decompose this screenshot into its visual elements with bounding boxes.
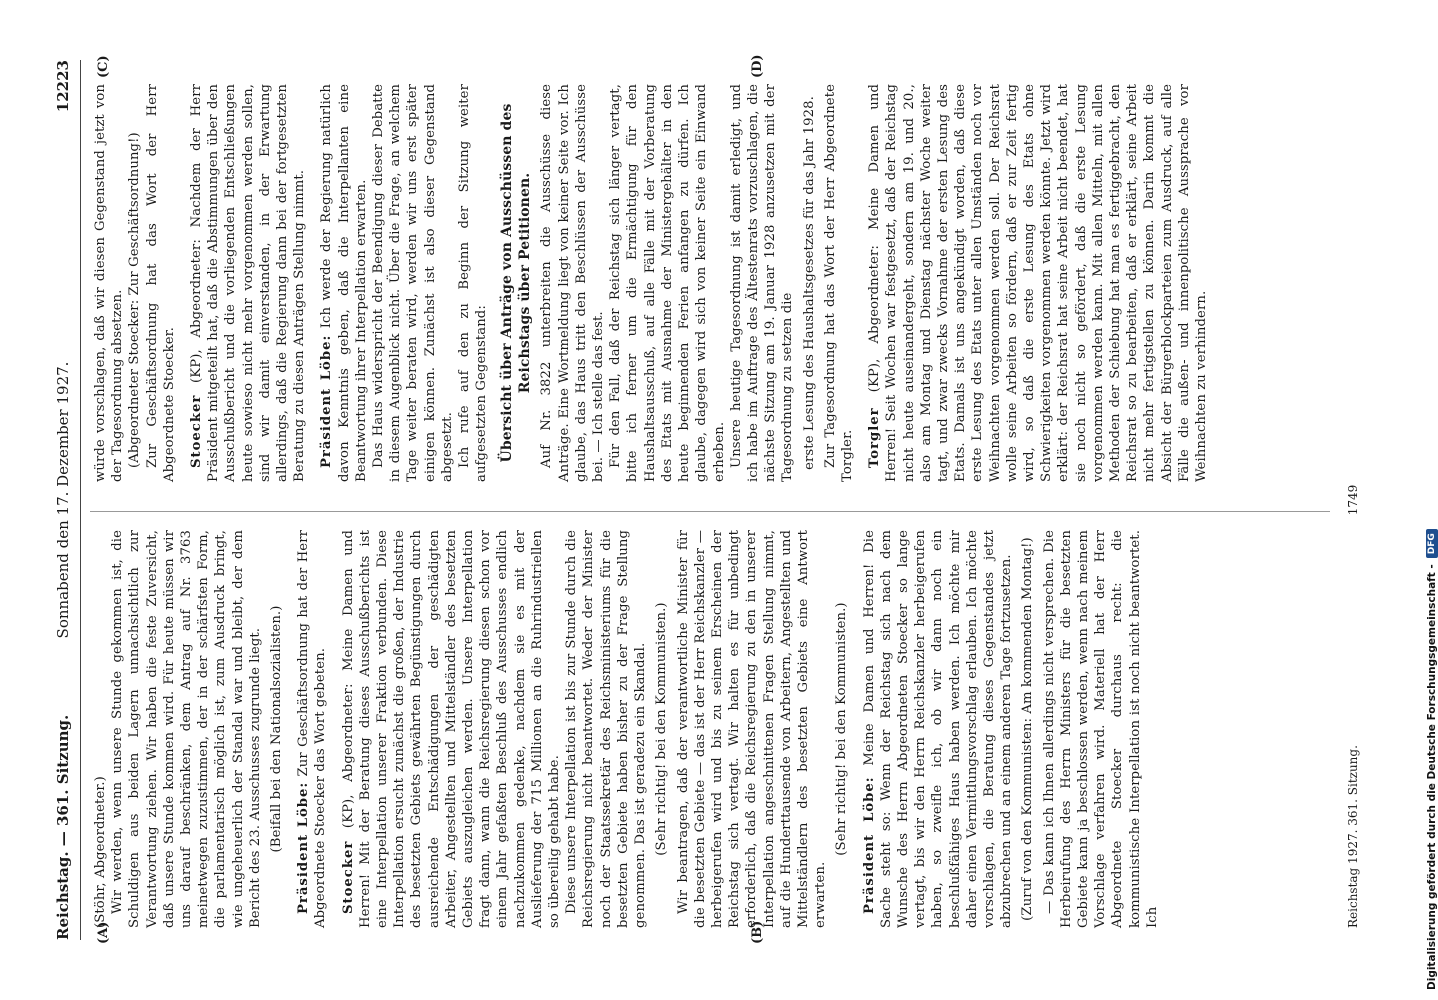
speech-paragraph (866, 84, 1210, 482)
text-paragraph: Wir werden, wenn unsere Stunde gekommen ist, die Schuldigen aus beiden Lagern unnachsichtlich zur Verantwortung ziehen. Wir haben die feste Zuversicht, daß unsere Stunde kommen wird. Für heute müssen wir uns darauf beschränken, dem Antrag auf Nr. 3763 meinetwegen zuzustimmen, der in der schärfsten Form, die parlamentarisch möglich ist, zum Ausdruck bringt, wie ungeheuerlich der Standal war und bleibt, der dem Bericht des 23. Ausschusses zugrunde liegt. (110, 530, 263, 928)
text-paragraph: (Stöhr, Abgeordneter.) (93, 776, 108, 928)
speech-text: Meine Damen und Herren! Die Sache steht so: Wenn der Reichstag sich nach dem Wunsche des Herrn Abgeordneten Stoecker so lange vertagt, bis wir den Herrn Reichskanzler herbeigerufen haben, so zweifle ich, ob wir dann noch ein beschlußfähiges Haus haben werden. Ich möchte mir daher einen Vermittlungsvorschlag erlauben. Ich möchte vorschlagen, die Beratung dieses Gegenstandes jetzt abzubrechen und an einem anderen Tage fortzusetzen. (861, 530, 1015, 928)
text-paragraph: Zur Tagesordnung hat das Wort der Herr Abgeordnete Torgler. (822, 84, 855, 482)
interjection: (Sehr richtig! bei den Kommunisten.) (834, 602, 850, 856)
speaker-name: Stoecker (340, 840, 356, 914)
speech-paragraph (295, 530, 329, 928)
speaker-name: Präsident Löbe: (319, 334, 335, 468)
left-column (92, 530, 1161, 928)
margin-mark-d: (D) (750, 54, 765, 78)
interjection: erste Lesung des Haushaltsgesetzes für das Jahr 1928. (801, 96, 817, 470)
speaker-name: Präsident Löbe: (861, 776, 877, 914)
speech-text: Zur Geschäftsordnung hat der Herr Abgeordnete Stoecker das Wort gebeten. (296, 529, 329, 928)
text-paragraph: Unsere heutige Tagesordnung ist damit erledigt, und ich habe im Auftrage des Ältestenrats vorzuschlagen, die nächste Sitzung am 19. Januar 1928 anzusetzen mit der Tagesordnung zu setzen die (728, 84, 796, 482)
margin-mark-a: (A) (96, 921, 111, 944)
text-paragraph: (Abgeordneter Stoecker: Zur Geschäftsordnung!) (127, 132, 143, 468)
text-paragraph: Zur Geschäftsordnung hat das Wort der Herr Abgeordnete Stoecker. (144, 84, 177, 482)
section-heading: Übersicht über Anträge von Ausschüssen des Reichstags über Petitionen. (499, 103, 534, 463)
text-paragraph: Für den Fall, daß der Reichstag sich länger vertagt, bitte ich ferner um die Ermächtigung für den Haushaltsausschuß, auf alle Fälle mit der Vorberatung des Etats mit Ausnahme der Ministergehälter in den heute beginnenden Ferien anfangen zu dürfen. Ich glaube, dagegen wird sich von keiner Seite ein Einwand erheben. (608, 84, 727, 482)
header-date: Sonnabend den 17. Dezember 1927. (54, 361, 72, 639)
speaker-name: Stoecker (189, 394, 205, 468)
speaker-name: Torgler (867, 407, 883, 468)
speech-paragraph (318, 84, 370, 482)
speech-text: (KP), Abgeordneter: Meine Damen und Herren! Seit Wochen war festgesetzt, daß der Reichstag nicht heute auseinandergeht, sondern am 19. und 20., also am Montag und Dienstag nächster Woche weiter tagt, und zwar zwecks Vornahme der ersten Lesung des Etats. Damals ist uns angekündigt worden, daß diese erste Lesung des Etats unter allen Umständen noch vor Weihnachten vorgenommen werden soll. Der Reichsrat wolle seine Arbeiten so fördern, daß er zur Zeit fertig wird, so daß die erste Lesung des Etats ohne Schwierigkeiten vorgenommen werden könnte. Jetzt wird erklärt: der Reichsrat hat seine Arbeit nicht beendet, hat sie noch nicht so gefördert, daß die erste Lesung vorgenommen werden kann. Mit allen Mitteln, mit allen Methoden der Schiebung hat man es fertiggebracht, den Reichsrat so zu bearbeiten, daß er erklärt, seine Arbeit nicht mehr fertigstellen zu können. Darin kommt die Absicht der Bürgerblockparteien zum Ausdruck, auf alle Fälle die außen- und innenpolitische Aussprache vor Weihnachten zu verhindern. (867, 84, 1209, 482)
text-paragraph: Ich rufe auf den zu Beginn der Sitzung weiter aufgesetzten Gegenstand: (457, 84, 490, 482)
column-divider (90, 511, 1330, 512)
speech-paragraph (340, 530, 564, 928)
header-page-number: 12223 (54, 60, 72, 113)
credit-text: Digitalisierung gefördert durch die Deutsche Forschungsgemeinschaft - (1426, 564, 1438, 990)
speech-text: (KP), Abgeordneter: Nachdem der Herr Präsident mitgeteilt hat, daß die Abstimmungen über den Ausschußbericht und die vorliegenden Entschließungen heute sowieso nicht mehr vorgenommen werden sollen, sind wir damit einverstanden, in der Erwartung allerdings, daß die Regierung dann bei der fortgesetzten Beratung zu diesen Anträgen Stellung nimmt. (189, 84, 308, 482)
interjection: (Zuruf von den Kommunisten: Am kommenden Montag!) (1020, 537, 1036, 921)
text-paragraph: Das Haus widerspricht der Beendigung dieser Debatte in diesem Augenblick nicht. Über die Frage, an welchem Tage weiter beraten wird, werden wir uns erst später einigen können. Zunächst ist also dieser Gegenstand abgesetzt. (371, 84, 455, 482)
text-paragraph: Wir beantragen, daß der verantwortliche Minister für die besetzten Gebiete — das ist der Herr Reichskanzler — herbeigerufen wird und bis zu seinem Erscheinen der Reichstag sich vertagt. Wir halten es für unbedingt erforderlich, daß die Reichsregierung zu den in unserer Interpellation angeschnittenen Fragen Stellung nimmt, auf die Hunderttausende von Arbeitern, Angestellten und Mittelständlern des besetzten Gebiets eine Antwort erwarten. (675, 530, 829, 928)
digitization-credit (1426, 529, 1438, 990)
document-page (50, 54, 1370, 944)
speaker-name: Präsident Löbe: (296, 781, 312, 914)
interjection: (Beifall bei den Nationalsozialisten.) (269, 605, 285, 853)
interjection: (Sehr richtig! bei den Kommunisten.) (654, 602, 670, 856)
right-column (92, 84, 1210, 482)
text-paragraph: Diese unsere Interpellation ist bis zur Stunde durch die Reichsregierung nicht beantwortet. Weder der Minister noch der Staatssekretär des Reichsministeriums für die besetzten Gebiete haben bisher zu der Frage Stellung genommen. Das ist geradezu ein Skandal. (564, 530, 649, 928)
speech-paragraph (188, 84, 308, 482)
margin-mark-b: (B) (750, 920, 765, 944)
header-left: Reichstag. — 361. Sitzung. (54, 714, 72, 940)
text-paragraph: Auf Nr. 3822 unterbreiten die Ausschüsse diese Anträge. Eine Wortmeldung liegt von keiner Seite vor. Ich glaube, das Haus tritt den Beschlüssen der Ausschüsse bei. — Ich stelle das fest. (539, 84, 607, 482)
speech-text: Ich werde der Regierung natürlich davon Kenntnis geben, daß die Interpellanten eine Beantwortung ihrer Interpellation erwarten. (319, 84, 369, 482)
dfg-logo-icon: DFG (1426, 529, 1438, 558)
margin-mark-c: (C) (96, 55, 111, 78)
page-header (50, 60, 81, 940)
footer-page-number: 1749 (1346, 484, 1360, 516)
footer-source: Reichstag 1927. 361. Sitzung. (1346, 745, 1360, 928)
speech-paragraph (861, 530, 1016, 928)
text-paragraph: — Das kann ich Ihnen allerdings nicht versprechen. Die Herbeirufung des Herrn Ministers für die besetzten Gebiete kann ja beschlossen werden, wenn nach meinem Vorschlage verfahren wird. Materiell hat der Herr Abgeordnete Stoecker durchaus recht: die kommunistische Interpellation ist noch nicht beantwortet. Ich (1041, 530, 1160, 928)
speech-text: (KP), Abgeordneter: Meine Damen und Herren! Mit der Beratung dieses Ausschußberichts ist eine Interpellation unserer Fraktion verbunden. Diese Interpellation ersucht zunächst die großen, der Industrie des besetzten Gebiets gewährten Begünstigungen durch ausreichende Entschädigungen der geschädigten Arbeiter, Angestellten und Mittelständler des besetzten Gebiets auszugleichen werden. Unsere Interpellation fragt dann, wann die Reichsregierung diesen schon vor einem Jahr gefaßten Beschluß des Ausschusses endlich nachzukommen gedenke, nachdem sie es mit der Auslieferung der 715 Millionen an die Ruhrindustriellen so übereilig gehabt habe. (340, 530, 563, 928)
text-paragraph: würde vorschlagen, daß wir diesen Gegenstand jetzt von der Tagesordnung absetzen. (93, 84, 126, 482)
